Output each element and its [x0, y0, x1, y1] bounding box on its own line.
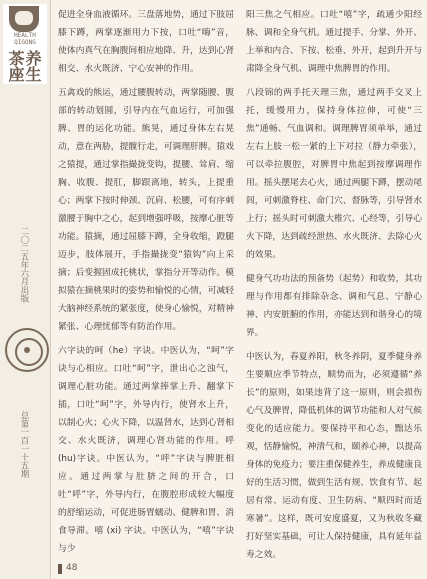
- right-column: [246, 6, 422, 561]
- left-column: [58, 6, 234, 561]
- paragraph-left-3: 六字诀的呵（he）字诀。中医认为，“呵”字诀与心相应。口吐“呵”字，泄出心之浊气，调理心脏功能。通过两掌捧掌上升、翻掌下插，口吐“呵”字，外导内行，使肾水上升，以制心火；心火下降，以温肾水，达到心肾相交、水火既济，调理心肾功能的作用。呼(hu)字诀。中医认为，“呼”字诀与脾脏相应。通过两掌与肚脐之间的开合，口吐“呼”字，外导内行，在腹腔形成较大幅度的舒缩运动，可促进肠胃蠕动、健脾和胃、消食导滞。嘻 (xi) 字诀。中医认为，“嘻”字诀与少: [58, 346, 234, 554]
- sidebar: [0, 0, 51, 579]
- magazine-logo: [3, 4, 47, 84]
- paragraph-right-3: 健身气功功法的预备势（起势）和收势，其功理与作用都有排除杂念、调和气息、宁静心神、内安脏腑的作用，亦能达到和谐身心的境界。: [246, 274, 422, 338]
- page-mark-icon: [58, 564, 62, 574]
- article-content: [58, 6, 422, 561]
- logo-english-text: HEALTH QIGONG: [14, 32, 36, 46]
- paragraph-right-2: 八段锦的两手托天理三焦，通过两手交叉上托，缓慢用力，保持身体拉伸，可使“三焦”通畅、气血调和。调理脾胃须单举，通过左右上肢一松一紧的上下对拉（静力牵张），可以牵拉腹腔，对脾胃中焦起到按摩调理作用。摇头摆尾去心火，通过两腿下蹲，摆动尾闾，可刺激脊柱、命门穴、督脉等，引导肾水上行；摇头时可刺激大椎穴、心经等，引导心火下降，达到疏经泄热、水火既济、去除心火的效果。: [246, 88, 422, 260]
- paragraph-right-1: 阳三焦之气相应。口吐“嘻”字，疏通少阳经脉、调和全身气机。通过提手、分掌、外开、上举和内合、下按、松垂、外开，起到升开与肃降全身气机、调理中焦脾胃的作用。: [246, 10, 422, 74]
- page-number: 48: [66, 563, 78, 573]
- paragraph-left-2: 五禽戏的熊运，通过腰腹转动，两掌随腰、腹部的转动划圆，引导内在气血运行，可加强脾、胃的运化功能。熊晃，通过身体左右晃动，意在两胁，提髋行走，可调理肝脾。猿戏之猿提，通过掌指撮拢变钩，提腰、耸肩、缩胸、收腹、提肛，脚跟离地，转头，上提重心；两掌下按时伸颈、沉肩、松腰，可有序刺激腰于胸中之心，起到增强呼吸，按摩心脏等功能。猿摘，通过屈膝下蹲，全身收缩，蹬腿迈步，肢体展开，手指撮拢变“猿钩”向上采摘；后变握固成托桃状，掌指分开等动作。模拟猿在摘桃果时的姿势和愉悦的心情，可减轻大脑神经系统的紧张度，使身心愉悦，对精神紧张、心理忧郁等有防治作用。: [58, 88, 234, 332]
- paragraph-right-4: 中医认为，春夏养阳，秋冬养阴，夏季健身养生要顺应季节特点，顺势而为，必须遵循“养长”的原则，如果违背了这一原则，则会损伤心气及脾胃，降低机体的调节功能和人对气候变化的适应能力。要保持平和心态，黜达乐观，恬静愉悦，神清气和，颐养心神，以提高身体的免疫力；要注重保健养生，养成健康良好的生活习惯，做到生活有规、饮食有节、起居有常、运动有度、卫生防病、“顺四时而适寒暑”。这样，既可安度盛夏，又为秋收冬藏打好坚实基础，可让人保持健康，具有延年益寿之效。: [246, 352, 422, 560]
- page-footer: [58, 561, 418, 579]
- decorative-ornament-icon: [5, 328, 49, 372]
- issue-number: 总第一百一十五期: [20, 411, 30, 479]
- logo-title: 养生茶座: [6, 50, 42, 82]
- logo-seal-icon: [15, 11, 33, 25]
- publication-date: 二〇二五年六月出版: [20, 227, 30, 303]
- paragraph-left-1: 促进全身血液循环。三盘落地势，通过下肢屈膝下蹲，两掌逐渐用力下按，口吐“嗨”音，使体内真气在胸腹间相应地降、升，达到心肾相交、水火既济、宁心安神的作用。: [58, 10, 234, 74]
